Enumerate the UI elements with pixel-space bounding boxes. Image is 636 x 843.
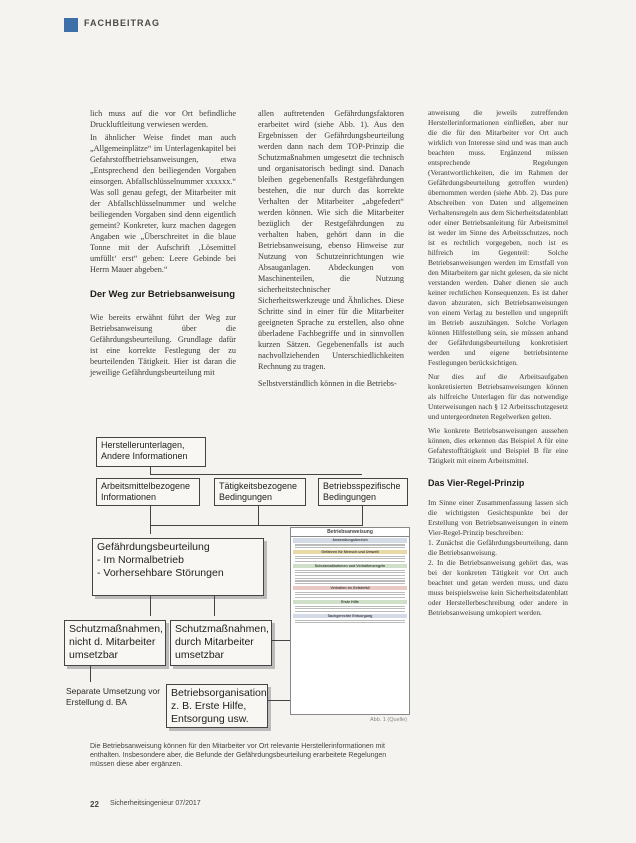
column-3 [428, 108, 568, 618]
risk-assessment-item: - Im Normalbetrieb [97, 554, 184, 566]
separate-implementation-note: Separate Umsetzung vor Erstellung d. BA [66, 686, 161, 707]
paragraph: allen auftretenden Gefährdungsfaktoren erarbeitet wird (siehe Abb. 1). Aus den Ergebnissen der Gefährdungsbeurteilung werden dann nach dem TOP-Prinzip die Schutzmaßnahmen umgesetzt die technisch und organisatorisch bedingt sind. Danach bleiben gegebenenfalls Restgefährdungen bestehen, die nur durch das korrekte Verhalten der Mitarbeiter „abgefedert“ werden können. Wie sich die Mitarbeiter bezüglich der Restgefährdungen zu verhalten haben, gehört dann in die Betriebsanweisung, ebenso Hinweise zur Nutzung von Schutzeinrichtungen wie Absauganlagen. Abdeckungen von Maschinenteilen, die Nutzung sicherheitstechnischer Sicherheitswerkzeuge und Ähnliches. Diese Schritte sind in einer für die Mitarbeiter geeigneten Sprache zu erstellen, also ohne überladene Fachbegriffe und in sinnvollen kurzen Sätzen. Gegebenenfalls ist auch nachvollziehenden Unterschiedlichkeiten Rechnung zu tragen. [258, 109, 404, 371]
box-measures-by-staff: Schutzmaßnahmen, durch Mitarbeiter umsetzbar [170, 620, 272, 666]
column-1 [90, 108, 236, 378]
journal-title: Sicherheitsingenieur 07/2017 [110, 800, 201, 807]
section-heading: Der Weg zur Betriebsanweisung [90, 289, 235, 300]
doc-band: Gefahren für Mensch und Umwelt [293, 550, 407, 554]
paragraph: Im Sinne einer Zusammenfassung lassen sich die wichtigsten Gesichtspunkte bei der Erstellung von Betriebsanweisungen in einem Vier-Regel-Prinzip beschreiben: [428, 498, 568, 537]
figure-source: Abb. 1 (Quelle) [370, 717, 407, 723]
connector [90, 666, 91, 682]
connector [150, 474, 362, 475]
connector [150, 506, 151, 534]
box-equipment-info: Arbeitsmittelbezogene Informationen [96, 478, 200, 506]
doc-band: Erste Hilfe [293, 600, 407, 604]
connector [268, 700, 290, 701]
box-measures-not-by-staff: Schutzmaßnahmen, nicht d. Mitarbeiter umsetzbar [64, 620, 166, 666]
connector [362, 506, 363, 526]
paragraph: Selbstverständlich können in die Betriebs- [258, 379, 397, 388]
connector [214, 596, 215, 616]
risk-assessment-item: - Vorhersehbare Störungen [97, 567, 224, 579]
paragraph: Wie bereits erwähnt führt der Weg zur Betriebsanweisung über die Gefährdungsbeurteilung. Grundlage dafür ist eine korrekte Festlegung der zu beurteilenden Tätigkeit. Hier ist daran die jeweilige Gefährdungsbeurteilung mit [90, 313, 236, 377]
box-company-conditions: Betriebsspezifische Bedingungen [318, 478, 408, 506]
paragraph: Wie konkrete Betriebsanweisungen aussehen können, dies erkennen das Beispiel A für eine Gefahrstofftätigkeit und Beispiel B für eine Tätigkeit mit einem Arbeitsmittel. [428, 426, 568, 465]
risk-assessment-title: Gefährdungsbeurteilung [97, 541, 210, 553]
box-task-conditions: Tätigkeitsbezogene Bedingungen [214, 478, 306, 506]
list-item: 2. In die Betriebsanweisung gehört das, was bei der konkreten Tätigkeit vor Ort auch beachtet und getan werden muss, und dazu muss beispielsweise kein Sicherheitsdatenblatt oder Herstellerbeschreibung oder andere in Betriebsanweisung umkopiert werden. [428, 558, 568, 617]
column-2 [258, 108, 404, 389]
section-heading: Das Vier-Regel-Prinzip [428, 478, 525, 488]
doc-band: Schutzmaßnahmen und Verhaltensregeln [293, 564, 407, 568]
page-number: 22 [90, 800, 99, 809]
paragraph: In ähnlicher Weise findet man auch „Allgemeinplätze“ im Unterlagenkapitel bei Gefahrstoffbetriebsanweisungen, etwa „Entsprechend den beiliegenden Vorgaben einsorgen. Abfallschlüsselnummer xxxxxx.“ Was soll genau gefegt, der Mitarbeiter mit der Abfallschlüsselnummer und welche beiliegenden Vorgaben sind denn eigentlich gemeint? Konkreter, kurz machen dagegen Angaben wie „Überschreitet in die blaue Tonne mit der Aufschrift ‚Lösemittel umfüllt‘ erst“ geben: Leere Gebinde bei Herrn Mauer abgeben.“ [90, 133, 236, 274]
doc-title: Betriebsanweisung [291, 528, 409, 537]
connector [150, 596, 151, 616]
doc-band: Verhalten im Gefahrfall [293, 586, 407, 590]
paragraph: Nur dies auf die Arbeitsaufgaben konkretisierten Betriebsanweisungen können als hilfreiche Unterlagen für das notwendige Unterweisungen nach § 12 Arbeitsschutzgesetz und untergeordneten Regelwerken gelten. [428, 372, 568, 421]
section-label: FACHBEITRAG [84, 18, 160, 28]
doc-band: Anwendungsbereich [293, 538, 407, 542]
box-risk-assessment [92, 538, 264, 596]
box-organisation: Betriebsorganisation z. B. Erste Hilfe, Entsorgung usw. [166, 684, 268, 728]
doc-band: Sachgerechte Entsorgung [293, 614, 407, 618]
connector [272, 640, 290, 641]
header-accent-block [64, 18, 78, 32]
list-item: 1. Zunächst die Gefährdungsbeurteilung, dann die Betriebsanweisung. [428, 538, 568, 557]
paragraph: anweisung die jeweils zutreffenden Herstellerinformationen einfließen, aber nur die die für den Mitarbeiter vor Ort auch wirklich von Interesse sind und was man auch beachten muss. Ergänzend müssen entsprechende Regelungen (Verantwortlichkeiten, die im Rahmen der Gefährdungsbeurteilung getroffen wurden) übernommen werden (siehe Abb. 2). Das pure Abschreiben von Daten und allgemeinen Verhaltensregeln aus dem Sicherheitsdatenblatt oder einer Betriebsanleitung für Arbeitsmittel ist weder im Sinne des Arbeitsschutzes, noch ist es rechtlich vorgegeben, noch ist es hilfreich im Gegenteil: Solche Betriebsanweisungen werden im Ernstfall von den Mitarbeitern gar nicht gelesen, da sie nicht verstanden werden. Daher dienen sie auch keiner rechtlichen Konsequenzen. Es ist daher davon abzuraten, sich Betriebsanweisungen von einem Verlag zu bestellen und ungeprüft im Betrieb auszuhängen. Solche Vorlagen können Hilfestellung sein, sie müssen anhand der Gefährdungsbeurteilung konkretisiert werden und eigene betriebsinterne Festlegungen berücksichtigen. [428, 108, 568, 367]
figure-caption: Die Betriebsanweisung können für den Mitarbeiter vor Ort relevante Herstellerinformationen mit enthalten. Insbesondere aber, die Befunde der Gefährdungsbeurteilung erarbeitete Regelungen müssen diese aber ergänzen. [90, 743, 387, 768]
connector [258, 506, 259, 526]
operating-instruction-thumbnail [290, 527, 410, 715]
paragraph: lich muss auf die vor Ort befindliche Druckluftleitung verwiesen werden. [90, 109, 236, 129]
box-manufacturer-docs: Herstellerunterlagen, Andere Informationen [96, 437, 206, 467]
